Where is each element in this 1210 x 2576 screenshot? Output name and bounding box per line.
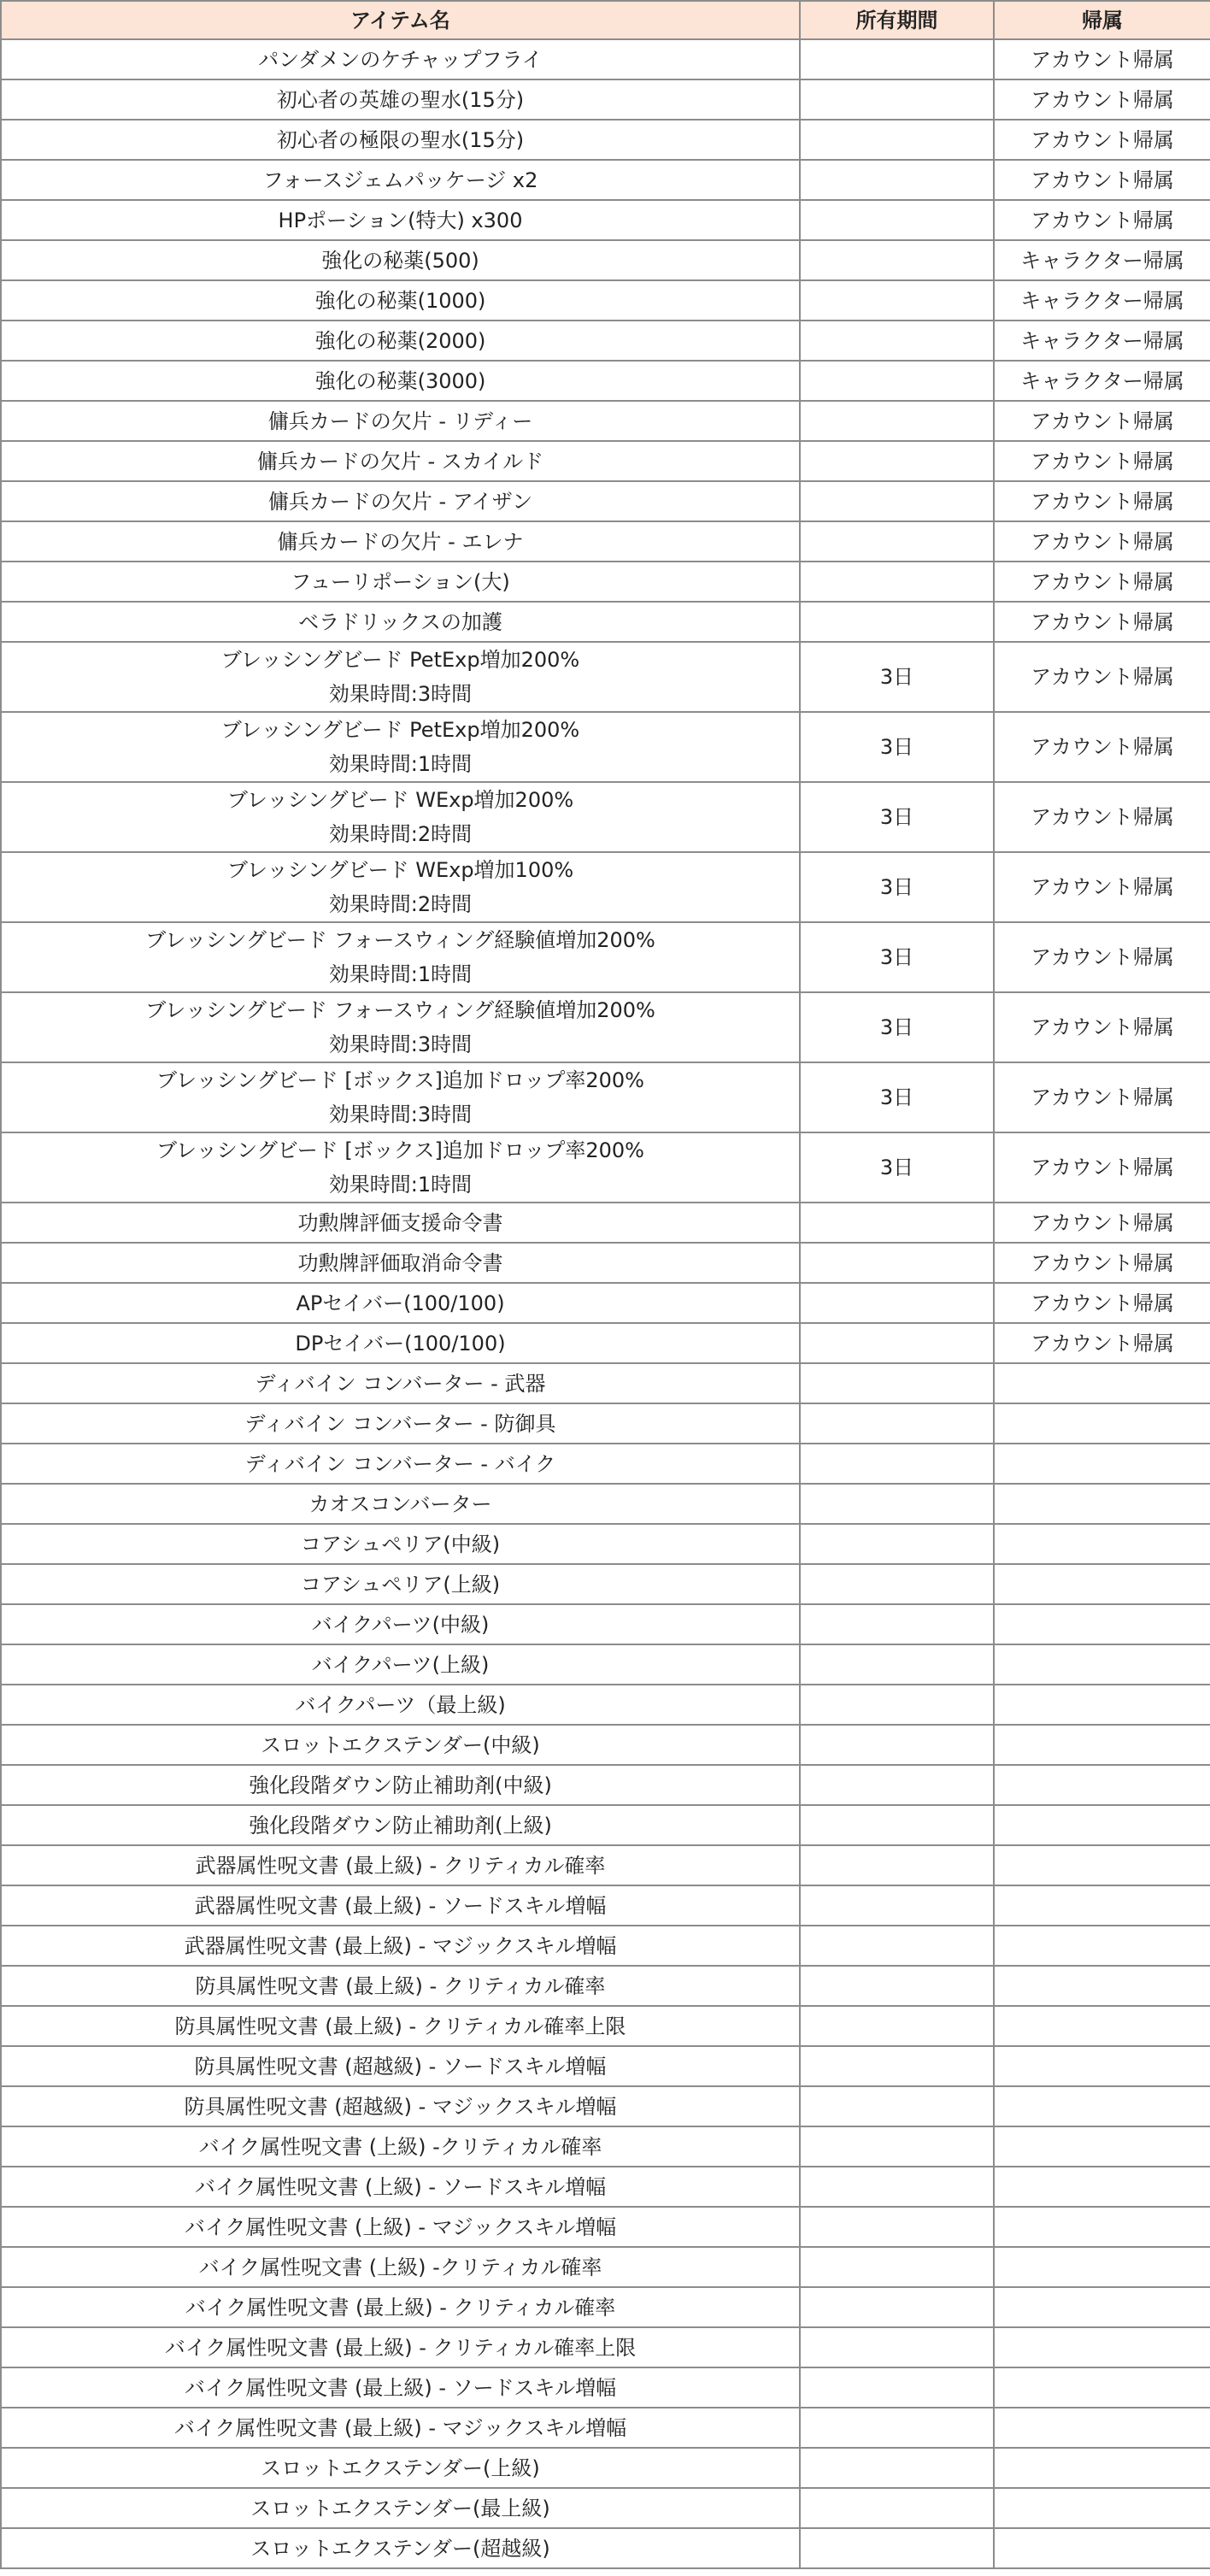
binding-cell [994, 1403, 1210, 1444]
item-name: 武器属性呪文書 (最上級) - クリティカル確率 [195, 1853, 606, 1878]
ownership-period-cell [800, 521, 994, 562]
binding-cell [994, 1765, 1210, 1805]
item-name-cell [1, 1845, 800, 1885]
binding-cell: アカウント帰属 [994, 852, 1210, 922]
table-row [1, 240, 1210, 280]
binding-cell: アカウント帰属 [994, 401, 1210, 441]
binding-cell [994, 2046, 1210, 2086]
ownership-period-cell [800, 2126, 994, 2167]
table-row [1, 1644, 1210, 1685]
item-name: フォースジェムパッケージ x2 [262, 168, 538, 192]
item-name-cell [1, 401, 800, 441]
binding-cell [994, 1966, 1210, 2006]
item-name-cell [1, 1283, 800, 1323]
item-name-cell [1, 1132, 800, 1203]
item-name-cell [1, 1725, 800, 1765]
table-row [1, 2006, 1210, 2046]
binding-cell [994, 1805, 1210, 1845]
table-row [1, 2046, 1210, 2086]
item-name: ブレッシングビード フォースウィング経験値増加200% [145, 998, 655, 1022]
item-name-cell [1, 120, 800, 160]
table-row [1, 2287, 1210, 2327]
item-name-cell [1, 441, 800, 481]
binding-cell: アカウント帰属 [994, 1243, 1210, 1283]
ownership-period-cell [800, 79, 994, 120]
item-name: カオスコンバーター [308, 1491, 492, 1516]
item-name-cell [1, 2528, 800, 2568]
item-name-cell [1, 160, 800, 200]
table-row [1, 481, 1210, 521]
item-name-cell [1, 2126, 800, 2167]
item-name-cell [1, 1885, 800, 1926]
item-name-cell [1, 922, 800, 992]
item-effect-duration: 効果時間:2時間 [328, 892, 473, 916]
binding-cell [994, 2086, 1210, 2126]
ownership-period-cell [800, 1845, 994, 1885]
table-row [1, 2488, 1210, 2528]
item-name: 強化の秘薬(500) [321, 248, 479, 273]
item-name: 強化段階ダウン防止補助剤(上級) [249, 1813, 552, 1838]
table-row [1, 852, 1210, 922]
binding-cell: アカウント帰属 [994, 160, 1210, 200]
binding-cell: キャラクター帰属 [994, 240, 1210, 280]
table-row [1, 1604, 1210, 1644]
table-row [1, 79, 1210, 120]
item-name-cell [1, 1484, 800, 1524]
item-name-cell [1, 2247, 800, 2287]
item-name: 傭兵カードの欠片 - リディー [267, 409, 533, 433]
ownership-period-cell [800, 1765, 994, 1805]
ownership-period-cell [800, 39, 994, 79]
table-row [1, 712, 1210, 782]
table-row [1, 361, 1210, 401]
item-name: ブレッシングビード フォースウィング経験値増加200% [145, 928, 655, 952]
item-name: フューリポーション(大) [291, 569, 510, 594]
item-name-cell [1, 1685, 800, 1725]
item-name-cell [1, 852, 800, 922]
binding-cell [994, 2247, 1210, 2287]
binding-cell: アカウント帰属 [994, 1283, 1210, 1323]
item-name-cell [1, 1805, 800, 1845]
item-name: バイクパーツ(中級) [311, 1612, 490, 1637]
ownership-period-cell: 3日 [800, 1062, 994, 1132]
table-row [1, 200, 1210, 240]
binding-cell [994, 2528, 1210, 2568]
ownership-period-cell [800, 481, 994, 521]
binding-cell: アカウント帰属 [994, 1323, 1210, 1363]
item-name: ブレッシングビード PetExp増加200% [220, 718, 580, 742]
item-name-cell [1, 2006, 800, 2046]
ownership-period-cell [800, 1363, 994, 1403]
table-row [1, 1685, 1210, 1725]
item-name-cell [1, 1403, 800, 1444]
column-header-binding: 帰属 [994, 1, 1210, 39]
ownership-period-cell: 3日 [800, 992, 994, 1062]
item-name-cell [1, 782, 800, 852]
item-name: HPポーション(特大) x300 [278, 208, 523, 232]
item-name: 武器属性呪文書 (最上級) - マジックスキル増幅 [184, 1933, 617, 1958]
ownership-period-cell [800, 200, 994, 240]
table-row [1, 441, 1210, 481]
ownership-period-cell [800, 1725, 994, 1765]
table-row [1, 992, 1210, 1062]
binding-cell: アカウント帰属 [994, 441, 1210, 481]
item-name: スロットエクステンダー(最上級) [250, 2496, 550, 2520]
binding-cell [994, 1604, 1210, 1644]
item-name-cell [1, 1564, 800, 1604]
item-name: ディバイン コンバーター - 防御具 [244, 1411, 556, 1436]
ownership-period-cell [800, 240, 994, 280]
item-name-cell [1, 1203, 800, 1243]
ownership-period-cell [800, 1885, 994, 1926]
table-row [1, 2126, 1210, 2167]
table-row [1, 1845, 1210, 1885]
table-row [1, 1484, 1210, 1524]
item-name-cell [1, 79, 800, 120]
ownership-period-cell: 3日 [800, 1132, 994, 1203]
ownership-period-cell: 3日 [800, 642, 994, 712]
item-name-cell [1, 200, 800, 240]
table-body [1, 39, 1210, 2568]
item-name: 武器属性呪文書 (最上級) - ソードスキル増幅 [194, 1893, 607, 1918]
table-row [1, 1363, 1210, 1403]
ownership-period-cell [800, 441, 994, 481]
ownership-period-cell [800, 2528, 994, 2568]
table-row [1, 1132, 1210, 1203]
ownership-period-cell: 3日 [800, 782, 994, 852]
binding-cell [994, 1845, 1210, 1885]
item-name: バイクパーツ(上級) [311, 1652, 490, 1677]
item-name: バイクパーツ（最上級) [295, 1692, 506, 1717]
item-name: 強化段階ダウン防止補助剤(中級) [249, 1773, 552, 1797]
binding-cell [994, 1444, 1210, 1484]
ownership-period-cell [800, 160, 994, 200]
binding-cell: アカウント帰属 [994, 1062, 1210, 1132]
ownership-period-cell [800, 120, 994, 160]
table-row [1, 2247, 1210, 2287]
binding-cell [994, 2327, 1210, 2367]
item-name: ディバイン コンバーター - バイク [244, 1451, 556, 1476]
ownership-period-cell [800, 2448, 994, 2488]
item-effect-duration: 効果時間:3時間 [328, 1103, 473, 1126]
item-name: 強化の秘薬(1000) [314, 288, 486, 313]
item-name: 傭兵カードの欠片 - エレナ [277, 529, 524, 554]
ownership-period-cell: 3日 [800, 712, 994, 782]
column-header-item-name: アイテム名 [1, 1, 800, 39]
binding-cell: キャラクター帰属 [994, 280, 1210, 321]
ownership-period-cell [800, 361, 994, 401]
ownership-period-cell [800, 1524, 994, 1564]
table-row [1, 521, 1210, 562]
ownership-period-cell [800, 2086, 994, 2126]
ownership-period-cell [800, 1484, 994, 1524]
binding-cell [994, 2408, 1210, 2448]
column-header-ownership-period: 所有期間 [800, 1, 994, 39]
item-name: ブレッシングビード WExp増加100% [226, 858, 574, 882]
item-name-cell [1, 992, 800, 1062]
binding-cell: アカウント帰属 [994, 481, 1210, 521]
item-name-cell [1, 1323, 800, 1363]
table-header [1, 1, 1210, 39]
item-name-cell [1, 2086, 800, 2126]
table-row [1, 2207, 1210, 2247]
item-name-cell [1, 602, 800, 642]
item-name: 功勲牌評価取消命令書 [297, 1250, 503, 1275]
item-name: 初心者の英雄の聖水(15分) [276, 87, 525, 112]
table-row [1, 1926, 1210, 1966]
ownership-period-cell [800, 2327, 994, 2367]
table-row [1, 2327, 1210, 2367]
binding-cell: アカウント帰属 [994, 562, 1210, 602]
item-name-cell [1, 712, 800, 782]
ownership-period-cell [800, 2287, 994, 2327]
binding-cell: キャラクター帰属 [994, 321, 1210, 361]
binding-cell [994, 2207, 1210, 2247]
item-name-cell [1, 2327, 800, 2367]
binding-cell [994, 2126, 1210, 2167]
table-row [1, 2167, 1210, 2207]
item-name-cell [1, 481, 800, 521]
table-row [1, 1283, 1210, 1323]
table-row [1, 1062, 1210, 1132]
item-name-cell [1, 2408, 800, 2448]
item-name-cell [1, 1363, 800, 1403]
item-name: 初心者の極限の聖水(15分) [276, 127, 525, 152]
header-row [1, 1, 1210, 39]
item-effect-duration: 効果時間:3時間 [328, 682, 473, 706]
binding-cell: アカウント帰属 [994, 782, 1210, 852]
ownership-period-cell [800, 2006, 994, 2046]
table-row [1, 280, 1210, 321]
table-row [1, 1805, 1210, 1845]
item-name: ベラドリックスの加護 [298, 609, 502, 634]
ownership-period-cell [800, 1644, 994, 1685]
table-row [1, 1323, 1210, 1363]
table-row [1, 120, 1210, 160]
table-row [1, 2367, 1210, 2408]
item-name-cell [1, 1966, 800, 2006]
item-name-cell [1, 2046, 800, 2086]
ownership-period-cell [800, 602, 994, 642]
item-name: DPセイバー(100/100) [295, 1331, 506, 1356]
table-row [1, 39, 1210, 79]
binding-cell [994, 2488, 1210, 2528]
ownership-period-cell [800, 2488, 994, 2528]
ownership-period-cell [800, 2247, 994, 2287]
binding-cell [994, 2367, 1210, 2408]
ownership-period-cell [800, 1243, 994, 1283]
table-row [1, 2448, 1210, 2488]
binding-cell [994, 1725, 1210, 1765]
binding-cell: アカウント帰属 [994, 39, 1210, 79]
binding-cell [994, 1885, 1210, 1926]
table-row [1, 321, 1210, 361]
binding-cell [994, 1363, 1210, 1403]
binding-cell [994, 1484, 1210, 1524]
item-name: コアシュペリア(中級) [300, 1532, 501, 1556]
binding-cell [994, 2167, 1210, 2207]
ownership-period-cell [800, 1203, 994, 1243]
binding-cell [994, 1564, 1210, 1604]
item-name: バイク属性呪文書 (最上級) - マジックスキル増幅 [173, 2415, 627, 2440]
ownership-period-cell [800, 2046, 994, 2086]
item-name: APセイバー(100/100) [296, 1291, 505, 1315]
ownership-period-cell [800, 2167, 994, 2207]
item-name: ブレッシングビード [ボックス]追加ドロップ率200% [156, 1068, 644, 1092]
item-name: バイク属性呪文書 (上級) - ソードスキル増幅 [194, 2174, 607, 2199]
item-name-cell [1, 2488, 800, 2528]
item-name: バイク属性呪文書 (上級) -クリティカル確率 [198, 2134, 602, 2159]
item-name-cell [1, 1604, 800, 1644]
item-name-cell [1, 321, 800, 361]
ownership-period-cell [800, 562, 994, 602]
table-row [1, 782, 1210, 852]
ownership-period-cell [800, 1323, 994, 1363]
item-name: バイク属性呪文書 (上級) - マジックスキル増幅 [184, 2214, 617, 2239]
item-name: コアシュペリア(上級) [300, 1572, 501, 1597]
table-row [1, 1203, 1210, 1243]
item-name: 傭兵カードの欠片 - スカイルド [256, 449, 544, 473]
table-row [1, 401, 1210, 441]
binding-cell: アカウント帰属 [994, 120, 1210, 160]
binding-cell: アカウント帰属 [994, 1203, 1210, 1243]
table-row [1, 2408, 1210, 2448]
table-row [1, 1564, 1210, 1604]
table-row [1, 1444, 1210, 1484]
item-name: 防具属性呪文書 (最上級) - クリティカル確率上限 [174, 2014, 626, 2038]
ownership-period-cell [800, 1403, 994, 1444]
table-row [1, 1403, 1210, 1444]
item-name-cell [1, 361, 800, 401]
item-effect-duration: 効果時間:1時間 [328, 962, 473, 986]
ownership-period-cell [800, 1805, 994, 1845]
table-row [1, 1966, 1210, 2006]
binding-cell [994, 1524, 1210, 1564]
item-name-cell [1, 642, 800, 712]
item-name: ブレッシングビード PetExp増加200% [220, 648, 580, 672]
table-row [1, 160, 1210, 200]
table-row [1, 1885, 1210, 1926]
item-name: バイク属性呪文書 (最上級) - クリティカル確率上限 [164, 2335, 637, 2360]
table-row [1, 922, 1210, 992]
ownership-period-cell [800, 401, 994, 441]
ownership-period-cell [800, 1444, 994, 1484]
binding-cell [994, 2448, 1210, 2488]
table-row [1, 1243, 1210, 1283]
item-name: パンダメンのケチャップフライ [258, 47, 543, 72]
ownership-period-cell [800, 1564, 994, 1604]
item-name-cell [1, 562, 800, 602]
ownership-period-cell [800, 2367, 994, 2408]
item-name-cell [1, 2287, 800, 2327]
item-name: 防具属性呪文書 (超越級) - ソードスキル増幅 [194, 2054, 607, 2079]
item-name-cell [1, 1524, 800, 1564]
item-name-cell [1, 280, 800, 321]
table-row [1, 1765, 1210, 1805]
item-effect-duration: 効果時間:2時間 [328, 822, 473, 846]
item-effect-duration: 効果時間:3時間 [328, 1032, 473, 1056]
item-name-cell [1, 2207, 800, 2247]
item-name-cell [1, 39, 800, 79]
item-name: バイク属性呪文書 (最上級) - クリティカル確率 [185, 2295, 616, 2320]
item-name-cell [1, 1644, 800, 1685]
item-name: バイク属性呪文書 (上級) -クリティカル確率 [198, 2255, 602, 2279]
item-name-cell [1, 1926, 800, 1966]
ownership-period-cell [800, 2408, 994, 2448]
item-name: ブレッシングビード [ボックス]追加ドロップ率200% [156, 1138, 644, 1162]
ownership-period-cell [800, 1283, 994, 1323]
binding-cell: アカウント帰属 [994, 992, 1210, 1062]
item-name: 防具属性呪文書 (最上級) - クリティカル確率 [195, 1973, 606, 1998]
table-row [1, 642, 1210, 712]
ownership-period-cell [800, 1685, 994, 1725]
binding-cell [994, 2006, 1210, 2046]
item-name: バイク属性呪文書 (最上級) - ソードスキル増幅 [184, 2375, 617, 2400]
binding-cell: アカウント帰属 [994, 642, 1210, 712]
binding-cell [994, 1644, 1210, 1685]
item-name-cell [1, 2167, 800, 2207]
binding-cell: アカウント帰属 [994, 79, 1210, 120]
item-name-cell [1, 2448, 800, 2488]
binding-cell: アカウント帰属 [994, 602, 1210, 642]
item-name: スロットエクステンダー(超越級) [250, 2536, 550, 2561]
ownership-period-cell [800, 280, 994, 321]
ownership-period-cell [800, 1604, 994, 1644]
binding-cell [994, 2287, 1210, 2327]
table-row [1, 1725, 1210, 1765]
table-row [1, 2086, 1210, 2126]
item-name-cell [1, 2367, 800, 2408]
item-name-cell [1, 1243, 800, 1283]
binding-cell: キャラクター帰属 [994, 361, 1210, 401]
binding-cell [994, 1685, 1210, 1725]
table-row [1, 602, 1210, 642]
binding-cell: アカウント帰属 [994, 712, 1210, 782]
ownership-period-cell: 3日 [800, 922, 994, 992]
item-name-cell [1, 240, 800, 280]
ownership-period-cell [800, 1966, 994, 2006]
table-row [1, 2528, 1210, 2568]
item-name: ブレッシングビード WExp増加200% [226, 788, 574, 812]
ownership-period-cell [800, 2207, 994, 2247]
item-name-cell [1, 1444, 800, 1484]
item-name: 強化の秘薬(3000) [314, 368, 486, 393]
item-effect-duration: 効果時間:1時間 [328, 752, 473, 776]
item-name: スロットエクステンダー(中級) [261, 1732, 540, 1757]
table-row [1, 1524, 1210, 1564]
item-name: 強化の秘薬(2000) [314, 328, 486, 353]
ownership-period-cell [800, 321, 994, 361]
item-name-cell [1, 521, 800, 562]
binding-cell: アカウント帰属 [994, 1132, 1210, 1203]
item-name: 防具属性呪文書 (超越級) - マジックスキル増幅 [184, 2094, 617, 2119]
binding-cell [994, 1926, 1210, 1966]
ownership-period-cell: 3日 [800, 852, 994, 922]
binding-cell: アカウント帰属 [994, 922, 1210, 992]
table-row [1, 562, 1210, 602]
item-effect-duration: 効果時間:1時間 [328, 1173, 473, 1197]
ownership-period-cell [800, 1926, 994, 1966]
binding-cell: アカウント帰属 [994, 521, 1210, 562]
item-name: ディバイン コンバーター - 武器 [255, 1371, 546, 1396]
item-name-cell [1, 1765, 800, 1805]
item-name: 傭兵カードの欠片 - アイザン [267, 489, 533, 514]
item-name-cell [1, 1062, 800, 1132]
item-name: スロットエクステンダー(上級) [261, 2455, 540, 2480]
item-name: 功勲牌評価支援命令書 [297, 1210, 503, 1235]
binding-cell: アカウント帰属 [994, 200, 1210, 240]
